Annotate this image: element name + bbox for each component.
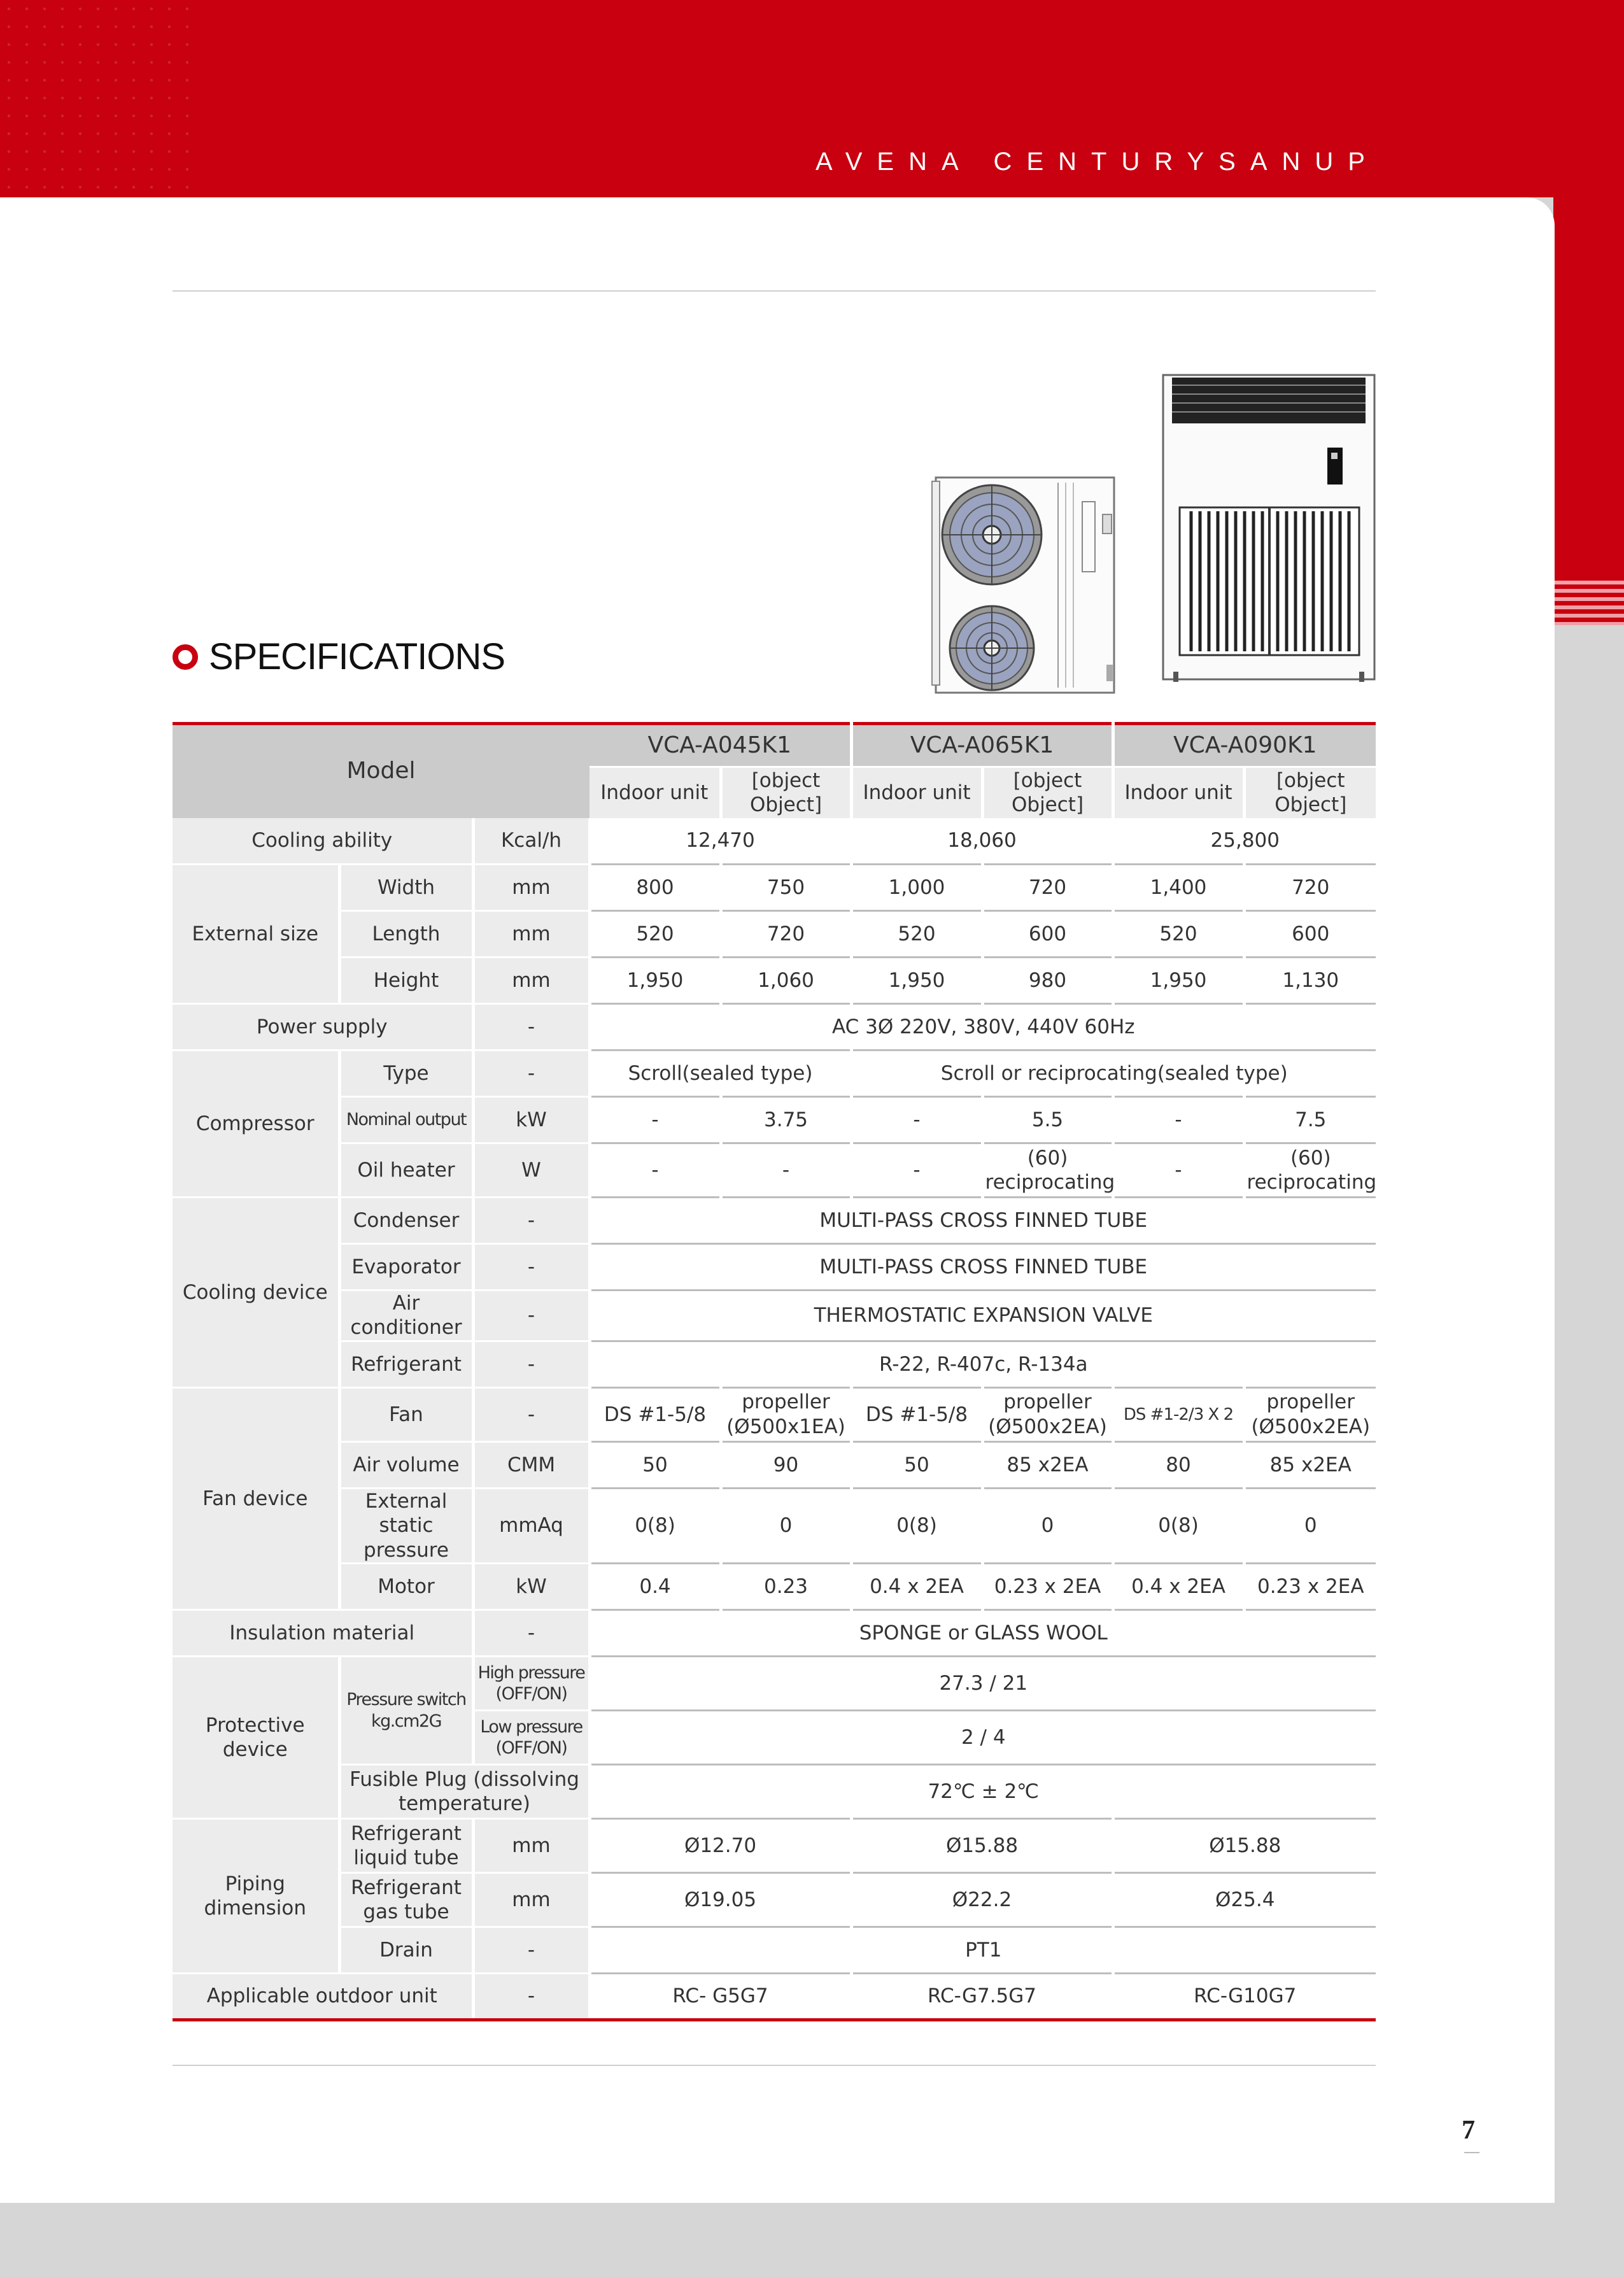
table-cell: 0(8): [590, 1488, 721, 1563]
model-name: VCA-A065K1: [851, 724, 1113, 767]
row-label: External static pressure: [339, 1488, 473, 1563]
motor-row: [173, 1564, 1376, 1610]
table-cell: 0(8): [1113, 1488, 1244, 1563]
table-cell: 0: [982, 1488, 1113, 1563]
compressor-type-row: [173, 1051, 1376, 1097]
table-cell: RC-G7.5G7: [851, 1974, 1113, 2020]
outdoor-unit-label: [object Object]: [1244, 767, 1376, 818]
table-cell: 600: [1244, 911, 1376, 958]
row-label: Refrigerant gas tube: [339, 1873, 473, 1927]
table-cell: 0.4 x 2EA: [1113, 1564, 1244, 1610]
row-label: Refrigerant: [339, 1341, 473, 1387]
table-cell: DS #1-5/8: [590, 1387, 721, 1441]
brand-name: AVENA CENTURYSANUP: [816, 148, 1380, 176]
table-cell: 1,400: [1113, 865, 1244, 911]
table-cell: 520: [851, 911, 982, 958]
air-conditioner-row: [173, 1291, 1376, 1341]
outdoor-unit-label: [object Object]: [982, 767, 1113, 818]
table-cell: Ø22.2: [851, 1873, 1113, 1927]
table-cell: Ø15.88: [851, 1819, 1113, 1873]
table-cell: R-22, R-407c, R-134a: [590, 1341, 1376, 1387]
row-sublabel: High pressure (OFF/ON): [473, 1657, 590, 1711]
bottom-divider: [173, 2065, 1376, 2066]
row-unit: mm: [473, 1819, 590, 1873]
row-label: Evaporator: [339, 1244, 473, 1291]
model-name: VCA-A045K1: [590, 724, 851, 767]
row-label: Insulation material: [173, 1610, 473, 1657]
model-label: Model: [173, 724, 590, 818]
oil-heater-row: [173, 1143, 1376, 1198]
fusible-plug-row: [173, 1765, 1376, 1819]
specifications-table: [173, 722, 1376, 2021]
table-cell: 1,060: [721, 958, 851, 1004]
side-accent: [1553, 191, 1624, 624]
insulation-row: [173, 1610, 1376, 1657]
table-cell: Ø25.4: [1113, 1873, 1376, 1927]
row-label: Air volume: [339, 1441, 473, 1488]
model-name: VCA-A090K1: [1113, 724, 1376, 767]
row-label: Power supply: [173, 1004, 473, 1051]
row-label: Air conditioner: [339, 1291, 473, 1341]
row-unit: -: [473, 1244, 590, 1291]
row-unit: CMM: [473, 1441, 590, 1488]
table-cell: 720: [982, 865, 1113, 911]
row-label: Condenser: [339, 1198, 473, 1244]
table-cell: 1,130: [1244, 958, 1376, 1004]
row-label: Pressure switch kg.cm2G: [339, 1657, 473, 1765]
row-unit: mm: [473, 1873, 590, 1927]
group-label: Piping dimension: [173, 1819, 339, 1974]
height-row: [173, 958, 1376, 1004]
table-cell: 7.5: [1244, 1097, 1376, 1143]
row-unit: Kcal/h: [473, 818, 590, 865]
section-heading: [173, 635, 505, 678]
table-cell: THERMOSTATIC EXPANSION VALVE: [590, 1291, 1376, 1341]
row-unit: W: [473, 1143, 590, 1198]
row-unit: -: [473, 1004, 590, 1051]
table-cell: Scroll(sealed type): [590, 1051, 851, 1097]
dot-pattern: [0, 0, 204, 197]
table-cell: 1,000: [851, 865, 982, 911]
table-cell: 3.75: [721, 1097, 851, 1143]
group-label: Fan device: [173, 1387, 339, 1609]
table-cell: 90: [721, 1441, 851, 1488]
row-unit: kW: [473, 1564, 590, 1610]
table-cell: 0.23 x 2EA: [1244, 1564, 1376, 1610]
row-unit: mm: [473, 865, 590, 911]
outdoor-unit-label: [object Object]: [721, 767, 851, 818]
table-cell: 720: [721, 911, 851, 958]
row-label: Fan: [339, 1387, 473, 1441]
page-number-underline: [1464, 2152, 1479, 2153]
row-unit: mmAq: [473, 1488, 590, 1563]
row-unit: -: [473, 1341, 590, 1387]
fan-row: [173, 1387, 1376, 1441]
condenser-row: [173, 1198, 1376, 1244]
table-cell: 0(8): [851, 1488, 982, 1563]
group-label: Cooling device: [173, 1198, 339, 1388]
table-cell: -: [721, 1143, 851, 1198]
table-cell: 1,950: [851, 958, 982, 1004]
table-cell: 520: [1113, 911, 1244, 958]
page-number: 7: [1462, 2116, 1475, 2145]
row-label: Nominal output: [339, 1097, 473, 1143]
table-cell: 0.23 x 2EA: [982, 1564, 1113, 1610]
indoor-unit-label: Indoor unit: [590, 767, 721, 818]
power-supply-row: [173, 1004, 1376, 1051]
table-cell: (60) reciprocating: [1244, 1143, 1376, 1198]
row-label: Applicable outdoor unit: [173, 1974, 473, 2020]
row-unit: -: [473, 1927, 590, 1974]
table-cell: PT1: [590, 1927, 1376, 1974]
table-cell: propeller (Ø500x1EA): [721, 1387, 851, 1441]
table-cell: DS #1-2/3 X 2: [1113, 1387, 1244, 1441]
row-unit: -: [473, 1610, 590, 1657]
table-cell: 1,950: [590, 958, 721, 1004]
table-cell: 50: [590, 1441, 721, 1488]
table-cell: 85 x2EA: [1244, 1441, 1376, 1488]
table-cell: 750: [721, 865, 851, 911]
high-pressure-row: [173, 1657, 1376, 1711]
row-unit: mm: [473, 958, 590, 1004]
row-unit: -: [473, 1387, 590, 1441]
table-cell: 980: [982, 958, 1113, 1004]
top-divider: [173, 290, 1376, 292]
row-label: Fusible Plug (dissolving temperature): [339, 1765, 590, 1819]
gas-tube-row: [173, 1873, 1376, 1927]
table-cell: RC-G10G7: [1113, 1974, 1376, 2020]
table-cell: MULTI-PASS CROSS FINNED TUBE: [590, 1244, 1376, 1291]
table-cell: 0.23: [721, 1564, 851, 1610]
table-cell: propeller (Ø500x2EA): [982, 1387, 1113, 1441]
table-cell: SPONGE or GLASS WOOL: [590, 1610, 1376, 1657]
table-cell: 600: [982, 911, 1113, 958]
row-label: Width: [339, 865, 473, 911]
table-cell: propeller (Ø500x2EA): [1244, 1387, 1376, 1441]
length-row: [173, 911, 1376, 958]
refrigerant-row: [173, 1341, 1376, 1387]
liquid-tube-row: [173, 1819, 1376, 1873]
indoor-unit-image: [1161, 372, 1377, 684]
table-cell: Ø15.88: [1113, 1819, 1376, 1873]
table-cell: Ø12.70: [590, 1819, 851, 1873]
table-cell: -: [851, 1143, 982, 1198]
width-row: [173, 865, 1376, 911]
table-cell: 50: [851, 1441, 982, 1488]
table-cell: 0: [1244, 1488, 1376, 1563]
group-label: Compressor: [173, 1051, 339, 1198]
table-cell: MULTI-PASS CROSS FINNED TUBE: [590, 1198, 1376, 1244]
row-label: Drain: [339, 1927, 473, 1974]
table-cell: 80: [1113, 1441, 1244, 1488]
table-cell: 0.4 x 2EA: [851, 1564, 982, 1610]
row-label: Motor: [339, 1564, 473, 1610]
row-unit: kW: [473, 1097, 590, 1143]
row-label: Refrigerant liquid tube: [339, 1819, 473, 1873]
row-unit: -: [473, 1198, 590, 1244]
table-cell: 5.5: [982, 1097, 1113, 1143]
row-sublabel: Low pressure (OFF/ON): [473, 1711, 590, 1765]
table-cell: -: [1113, 1143, 1244, 1198]
indoor-unit-label: Indoor unit: [1113, 767, 1244, 818]
table-cell: -: [851, 1097, 982, 1143]
table-cell: 85 x2EA: [982, 1441, 1113, 1488]
row-unit: mm: [473, 911, 590, 958]
group-label: External size: [173, 865, 339, 1004]
outdoor-unit-row: [173, 1974, 1376, 2020]
table-cell: 800: [590, 865, 721, 911]
table-cell: 12,470: [590, 818, 851, 865]
table-cell: 1,950: [1113, 958, 1244, 1004]
row-label: Cooling ability: [173, 818, 473, 865]
table-cell: 0.4: [590, 1564, 721, 1610]
table-cell: -: [1113, 1097, 1244, 1143]
table-cell: (60) reciprocating: [982, 1143, 1113, 1198]
table-cell: 72℃ ± 2℃: [590, 1765, 1376, 1819]
table-cell: 27.3 / 21: [590, 1657, 1376, 1711]
cooling-ability-row: [173, 818, 1376, 865]
model-row: [173, 724, 1376, 767]
row-label: Oil heater: [339, 1143, 473, 1198]
header-band: [0, 0, 1624, 197]
table-cell: Scroll or reciprocating(sealed type): [851, 1051, 1376, 1097]
side-stripes: [1553, 581, 1624, 625]
table-cell: RC- G5G7: [590, 1974, 851, 2020]
section-title: SPECIFICATIONS: [209, 636, 505, 677]
outdoor-unit-image: [931, 476, 1125, 698]
table-cell: 18,060: [851, 818, 1113, 865]
group-label: Protective device: [173, 1657, 339, 1819]
table-cell: 520: [590, 911, 721, 958]
table-cell: -: [590, 1143, 721, 1198]
table-cell: AC 3Ø 220V, 380V, 440V 60Hz: [590, 1004, 1376, 1051]
drain-row: [173, 1927, 1376, 1974]
row-label: Type: [339, 1051, 473, 1097]
table-cell: 2 / 4: [590, 1711, 1376, 1765]
table-cell: Ø19.05: [590, 1873, 851, 1927]
evaporator-row: [173, 1244, 1376, 1291]
row-label: Length: [339, 911, 473, 958]
table-cell: 25,800: [1113, 818, 1376, 865]
air-volume-row: [173, 1441, 1376, 1488]
table-cell: 0: [721, 1488, 851, 1563]
row-label: Height: [339, 958, 473, 1004]
static-pressure-row: [173, 1488, 1376, 1563]
table-cell: DS #1-5/8: [851, 1387, 982, 1441]
indoor-unit-label: Indoor unit: [851, 767, 982, 818]
circle-bullet-icon: [173, 644, 198, 670]
table-cell: 720: [1244, 865, 1376, 911]
row-unit: -: [473, 1291, 590, 1341]
table-cell: -: [590, 1097, 721, 1143]
row-unit: -: [473, 1974, 590, 2020]
row-unit: -: [473, 1051, 590, 1097]
nominal-output-row: [173, 1097, 1376, 1143]
